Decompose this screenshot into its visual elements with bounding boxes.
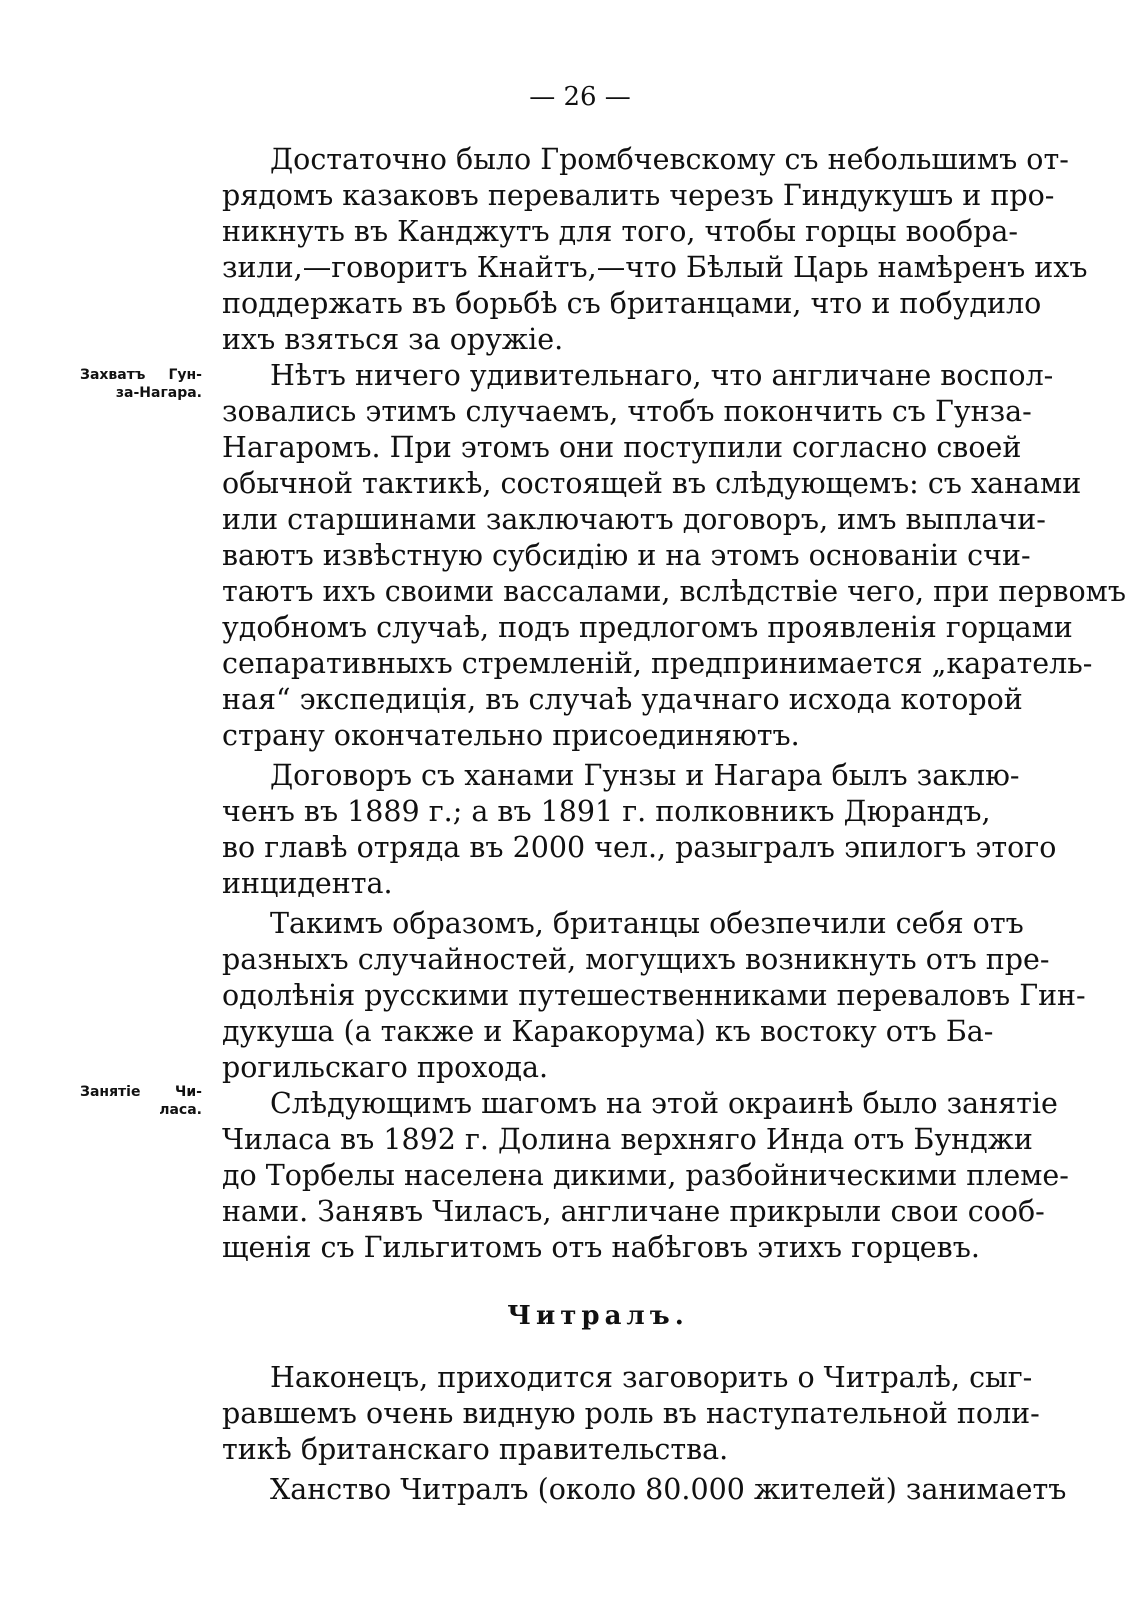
- text-line: рогильскаго прохода.: [222, 1051, 549, 1084]
- text-line: сепаративныхъ стремленій, предпринимается „каратель-: [222, 647, 1093, 680]
- text-line: ихъ взяться за оружіе.: [222, 323, 564, 356]
- text-line: таютъ ихъ своими вассалами, вслѣдствіе чего, при первомъ: [222, 575, 1126, 608]
- text-line: одолѣнія русскими путешественниками переваловъ Гин-: [222, 979, 1086, 1012]
- paragraph-4: [222, 906, 1086, 1086]
- section-heading: Читралъ.: [507, 1301, 689, 1331]
- text-line: Договоръ съ ханами Гунзы и Нагара былъ заклю-: [270, 759, 1020, 792]
- text-line: поддержать въ борьбѣ съ британцами, что и побудило: [222, 287, 1042, 320]
- text-line: щенія съ Гильгитомъ отъ набѣговъ этихъ горцевъ.: [222, 1231, 980, 1264]
- text-line: инцидента.: [222, 867, 393, 900]
- text-line: Чиласа въ 1892 г. Долина верхняго Инда отъ Бунджи: [222, 1123, 1033, 1156]
- text-line: во главѣ отряда въ 2000 чел., разыгралъ эпилогъ этого: [222, 831, 1057, 864]
- margin-note-chilas: [80, 1083, 202, 1119]
- text-line: обычной тактикѣ, состоящей въ слѣдующемъ: съ ханами: [222, 467, 1082, 500]
- page-number: — 26 —: [529, 82, 631, 112]
- text-line: ная“ экспедиція, въ случаѣ удачнаго исхода которой: [222, 683, 1023, 716]
- text-line: зили,—говоритъ Кнайтъ,—что Бѣлый Царь намѣренъ ихъ: [222, 251, 1088, 284]
- text-line: Такимъ образомъ, британцы обезпечили себя отъ: [270, 907, 1024, 940]
- text-line: дукуша (а также и Каракорума) къ востоку отъ Ба-: [222, 1015, 994, 1048]
- paragraph-2: [222, 358, 1126, 754]
- text-line: Нѣтъ ничего удивительнаго, что англичане воспол-: [270, 359, 1054, 392]
- body-text: [222, 142, 1126, 1508]
- margin-note-line: Захватъ Гун-: [80, 367, 202, 383]
- text-line: удобномъ случаѣ, подъ предлогомъ проявленія горцами: [222, 611, 1073, 644]
- text-line: Слѣдующимъ шагомъ на этой окраинѣ было занятіе: [270, 1087, 1058, 1120]
- paragraph-7: [222, 1472, 1067, 1508]
- paragraph-3: [222, 758, 1057, 902]
- text-line: Нагаромъ. При этомъ они поступили согласно своей: [222, 431, 1022, 464]
- text-line: ваютъ извѣстную субсидію и на этомъ основаніи счи-: [222, 539, 1031, 572]
- text-line: Достаточно было Громбчевскому съ небольшимъ от-: [270, 143, 1069, 176]
- text-line: разныхъ случайностей, могущихъ возникнуть отъ пре-: [222, 943, 1050, 976]
- margin-note-line: Занятіе Чи-: [80, 1084, 202, 1100]
- text-line: ченъ въ 1889 г.; а въ 1891 г. полковникъ Дюрандъ,: [222, 795, 991, 828]
- text-line: нами. Занявъ Чиласъ, англичане прикрыли свои сооб-: [222, 1195, 1045, 1228]
- text-line: Наконецъ, приходится заговорить о Читралѣ, сыг-: [270, 1361, 1033, 1394]
- text-line: страну окончательно присоединяютъ.: [222, 719, 800, 752]
- margin-note-line: ласа.: [159, 1102, 202, 1118]
- text-line: тикѣ британскаго правительства.: [222, 1433, 729, 1466]
- text-line: или старшинами заключаютъ договоръ, имъ выплачи-: [222, 503, 1046, 536]
- paragraph-1: [222, 142, 1088, 358]
- text-line: до Торбелы населена дикими, разбойническими племе-: [222, 1159, 1069, 1192]
- text-line: зовались этимъ случаемъ, чтобъ покончить съ Гунза-: [222, 395, 1032, 428]
- paragraph-6: [222, 1360, 1040, 1468]
- text-line: никнуть въ Канджутъ для того, чтобы горцы вообра-: [222, 215, 1018, 248]
- text-line: равшемъ очень видную роль въ наступательной поли-: [222, 1397, 1040, 1430]
- margin-note-hunza-nagar: [80, 366, 202, 402]
- text-line: рядомъ казаковъ перевалить черезъ Гиндукушъ и про-: [222, 179, 1055, 212]
- text-line: Ханство Читралъ (около 80.000 жителей) занимаетъ: [270, 1473, 1067, 1506]
- margin-note-line: за-Нагара.: [115, 385, 202, 401]
- paragraph-5: [222, 1086, 1069, 1266]
